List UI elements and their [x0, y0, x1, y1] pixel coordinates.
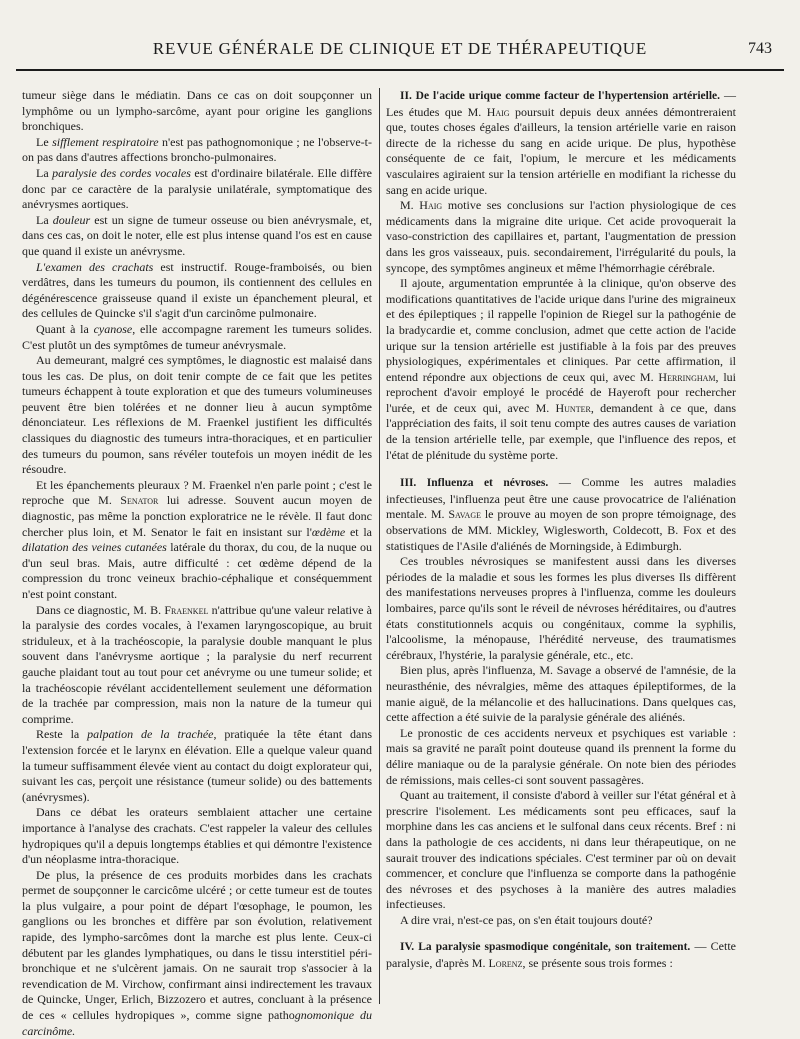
- section-title: IV. La paralysie spasmodique congénitale, son traitement.: [400, 941, 691, 954]
- paragraph: Ces troubles névrosiques se manifestent aussi dans les diverses périodes de la maladie et sous les formes les plus diverses Ils diffèrent des manifestations nerveuses propres à l'influenza, comme les douleurs lombaires, parce qu'ils sont le réveil de névroses héréditaires, ou d'autres états constitutionnels acquis ou congénitaux, comme la syphilis, l'alcoolisme, la ménopause, l'hérédité nerveuse, des traumatismes cérébraux, l'hystérie, la paralysie générale, etc., etc.: [386, 554, 736, 662]
- column-divider: [379, 88, 380, 1004]
- paragraph: Le pronostic de ces accidents nerveux et psychiques est variable : mais sa gravité ne paraît point douteuse quand ils prennent la forme du délire maniaque ou de la paralysie générale. On note bien des périodes de rémissions, mais celles-ci sont souvent passagères.: [386, 725, 736, 787]
- section-4: IV. La paralysie spasmodique congénitale, son traitement. — Cette paralysie, d'après M. Lorenz, se présente sous trois formes :: [386, 939, 736, 971]
- paragraph: Il ajoute, argumentation empruntée à la clinique, qu'on observe des modifications quantitatives de l'acide urique dans l'urine des migraineux et des épileptiques ; il rappelle l'opinion de Riegel sur la pathogénie de la bradycardie et, comme conclusion, admet que cette action de l'acide urique sur la tension artérielle est justifiable à la fois par des preuves physiologiques, expérimentales et cliniques. Par cette affirmation, il entend répondre aux objections de ceux qui, avec M. Herringham, lui reprochent d'avoir employé le procédé de Hayeroft pour rechercher l'urée, et de ceux qui, avec M. Hunter, demandent à ce que, dans l'appréciation des faits, il soit tenu compte des autres causes de variation de la tension artérielle telle, par exemple, que l'influence des repos, et l'état de plénitude du système porte.: [386, 276, 736, 462]
- paragraph: Dans ce diagnostic, M. B. Fraenkel n'attribue qu'une valeur relative à la paralysie des cordes vocales, à l'examen laryngoscopique, au bruit striduleux, et à la trachéoscopie, la paralysie double manquant le plus souvent dans l'anévrysme aortique ; la paralysie du nerf recurrent gauche plaidant tout au tout pour cet anévryme ou une tumeur solide; et la trachéoscopie révélant accidentellement seulement une déformation de la trachée par compression, mais non la nature de la tumeur qui comprime.: [22, 602, 373, 726]
- section-title: II. De l'acide urique comme facteur de l'hypertension artérielle.: [400, 90, 721, 102]
- paragraph: La paralysie des cordes vocales est d'ordinaire bilatérale. Elle diffère donc par ce caractère de la paralysie unilatérale, symptomatique des anévrysmes aortiques.: [22, 165, 372, 212]
- paragraph: Et les épanchements pleuraux ? M. Fraenkel n'en parle point ; c'est le reproche que M. Senator lui adresse. Souvent aucun moyen de diagnostic, pas même la ponction exploratrice ne le révèle. Il faut donc chercher plus loin, et M. Senator le fait en insistant sur l'œdème et la dilatation des veines cutanées latérale du thorax, du cou, de la nuque ou d'un seul bras. Mais, autre difficulté : cet œdème dépend de la compression du tronc veineux brachio-céphalique et conséquemment n'est point constant.: [22, 477, 372, 601]
- paragraph: A dire vrai, n'est-ce pas, on s'en était toujours douté?: [400, 912, 653, 927]
- paragraph: L'examen des crachats est instructif. Rouge-framboisés, ou bien verdâtres, dans les tumeurs du poumon, ils contiennent des cellules en dégénérescence graisseuse quand il existe un épanchement pleural, et des cellules de Quincke s'il s'agit d'un carcinôme pulmonaire.: [22, 259, 372, 321]
- paragraph: Dans ce débat les orateurs semblaient attacher une certaine importance à l'analyse des crachats. C'est rappeler la valeur des cellules hydropiques qu'il a depuis longtemps établies et qui démontre l'existence d'un néoplasme intra-thoracique.: [22, 805, 372, 867]
- paragraph: Quant au traitement, il consiste d'abord à veiller sur l'état général et à prescrire l'isolement. Les médicaments sont peu efficaces, sauf la morphine dans les cas anciens et le sulfonal dans ceux récents. Bref : ni dans la pathologie de ces accidents, ni dans leur thérapeutique, on ne saurait trouver des indications spéciales. C'est terminer par où on devait commencer, et conclure que l'influenza se comporte dans la pathogénie des névroses et des psychoses à la manière des autres maladies infectieuses.: [386, 788, 736, 912]
- paragraph: De plus, la présence de ces produits morbides dans les crachats permet de soupçonner le carcicôme ulcéré ; or cette tumeur est de toutes la plus vulgaire, a pour point de départ l'œsophage, le poumon, les ganglions ou les bronches et diffère par son évolution, relativement rapide, des lympho-sarcômes dont la marche est plus lente. Ceux-ci débutent par les glandes lymphatiques, ou dans le tissu interstitiel péri-bronchique et ne s'ulcèrent jamais. On ne saurait trop s'associer à la revendication de M. Virchow, confirmant ainsi indirectement les travaux de Quincke, Unger, Erlich, Bizzozero et autres, concluant à la présence de ces « cellules hydropiques », comme signe pathognomonique du carcinôme.: [22, 867, 372, 1038]
- journal-title: REVUE GÉNÉRALE DE CLINIQUE ET DE THÉRAPEUTIQUE: [152, 39, 648, 58]
- page-number: 743: [748, 40, 772, 57]
- paragraph: Le sifflement respiratoire n'est pas pathognomonique ; ne l'observe-t-on pas dans d'autres affections broncho-pulmonaires.: [22, 134, 372, 165]
- section-3: III. Influenza et névroses. — Comme les autres maladies infectieuses, l'influenza peut être une cause provocatrice de l'aliénation mentale. M. Savage le prouve au moyen de son propre témoignage, des observations de MM. Mickley, Wiglesworth, Coldecott, B. Fox et des statistiques de l'Asile d'aliénés de Morningside, à Edimburgh.: [386, 475, 736, 553]
- paragraph: Reste la palpation de la trachée, pratiquée la tête étant dans l'extension forcée et le larynx en élévation. Elle a quelque valeur quand la tumeur suffisamment élevée vient au contact du doigt explorateur qui, suivant les cas, perçoit une résistance (tumeur solide) ou des battements (anévrysmes).: [22, 727, 372, 804]
- header-rule: [16, 69, 784, 71]
- paragraph: Au demeurant, malgré ces symptômes, le diagnostic est malaisé dans tous les cas. De plus, on doit tenir compte de ce fait que les petites tumeurs échappent à toute exploration et que des tumeurs volumineuses peuvent être bien tolérées et ne donner lieu à aucun symptôme dénonciateur. Les réflexions de M. Fraenkel justifient les difficultés classiques du diagnostic des tumeurs intra-thoraciques, et en particulier des tumeurs du poumon, sans révéler toutefois un moyen inédit de les résoudre.: [22, 353, 372, 477]
- running-header: [0, 38, 800, 60]
- right-column: [386, 88, 736, 972]
- paragraph: tumeur siège dans le médiatin. Dans ce cas on doit soupçonner un lymphôme ou un lympho-sarcôme, ayant pour origine les ganglions bronchiques.: [22, 88, 372, 134]
- section-2: II. De l'acide urique comme facteur de l'hypertension artérielle. — Les études que M. Haig poursuit depuis deux années démontreraient que, toutes choses égales d'ailleurs, la tension artérielle varie en raison directe de la richesse du sang en acide urique. De plus, hypothèse conséquente de ce fait, l'opium, le mercure et les médicaments vasculaires agiraient sur la tension artérielle en modifiant la richesse du sang en acide urique.: [386, 88, 736, 197]
- section-title: III. Influenza et névroses.: [400, 477, 549, 490]
- paragraph: Bien plus, après l'influenza, M. Savage a observé de l'amnésie, de la neurasthénie, des névralgies, même des attaques épileptiformes, de la manie aiguë, de la mélancolie et des hallucinations. Dans quelques cas, cette affection a été suivie de la paralysie générale des aliénés.: [386, 663, 736, 725]
- paragraph: La douleur est un signe de tumeur osseuse ou bien anévrysmale, et, dans ces cas, on doit le noter, elle est plus intense quand l'os est en cause que quand il existe un anévrysme.: [22, 212, 373, 258]
- left-column: [22, 88, 372, 1039]
- paragraph: Quant à la cyanose, elle accompagne rarement les tumeurs solides. C'est plutôt un des symptômes de tumeur anévrysmale.: [22, 321, 373, 352]
- paragraph: M. Haig motive ses conclusions sur l'action physiologique de ces médicaments dans la migraine dite urique. Cet acide provoquerait la vaso-constriction des capillaires et, partant, l'augmentation de pression dans les gros vaisseaux, puis. secondairement, l'irrégularité du pouls, la syncope, des symptômes angineux et même l'hémorrhagie cérébrale.: [386, 198, 736, 275]
